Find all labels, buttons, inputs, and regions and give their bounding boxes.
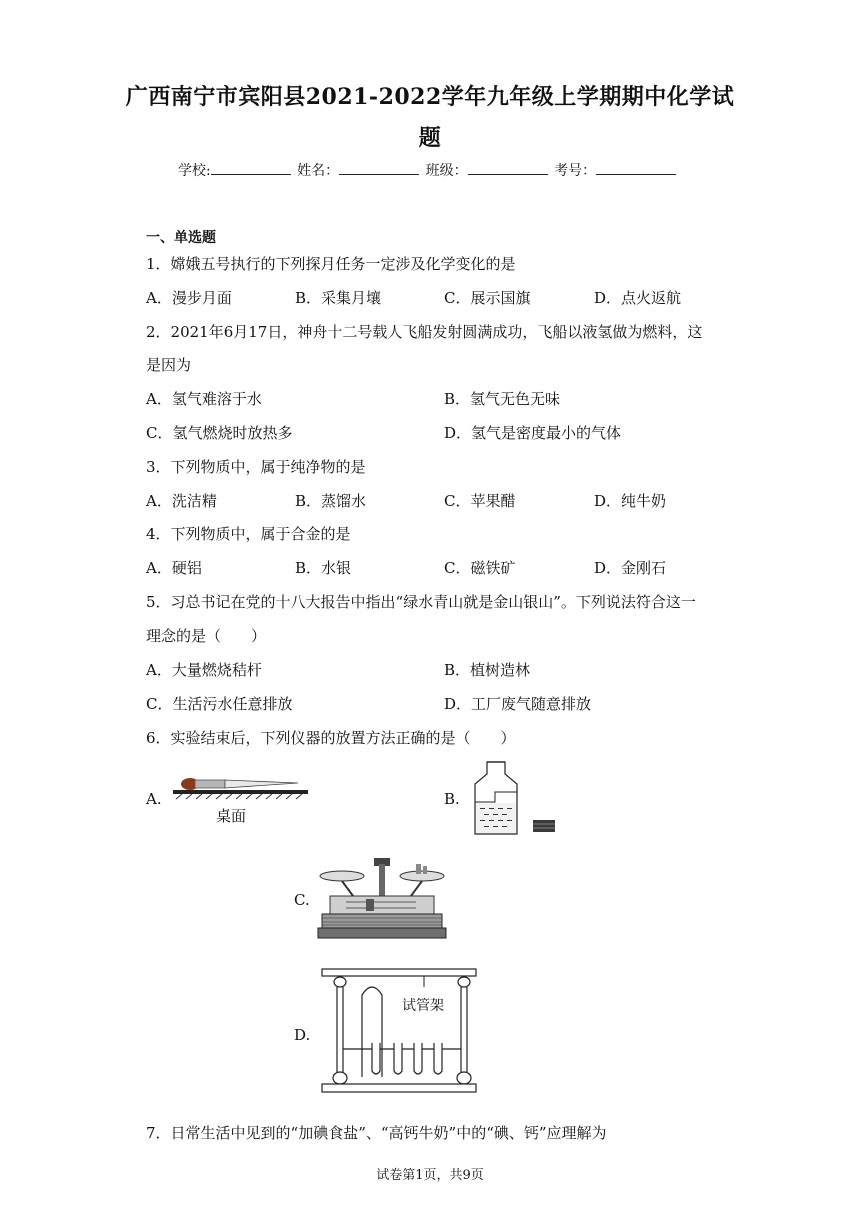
question-1-option-b: B．采集月壤 [295,289,382,307]
question-5-option-b: B．植树造林 [444,661,531,679]
question-1-option-d: D．点火返航 [594,289,682,307]
rack-left-post [333,977,347,1084]
balance-beam-box [330,896,434,914]
desk-label: 桌面 [216,807,247,825]
desk-surface [173,790,308,794]
question-5-option-a: A．大量燃烧秸杆 [146,661,262,679]
balance-left-pan [320,871,364,881]
question-2-stem-line1: 2．2021年6月17日，神舟十二号载人飞船发射圆满成功，飞船以液氢做为燃料，这 [146,323,703,341]
bottle-stopper [533,820,555,832]
exam-title-line2: 题 [418,125,442,151]
school-label: 学校: [178,163,211,179]
question-4-option-a: A．硬铝 [146,559,202,577]
dropper-collar [195,780,225,788]
question-5-option-c: C．生活污水任意排放 [146,695,293,713]
question-5-stem-line2: 理念的是（ ） [146,627,267,645]
question-4-option-d: D．金刚石 [594,559,667,577]
question-1-option-c: C．展示国旗 [444,289,531,307]
question-2-stem-line2: 是因为 [146,356,192,374]
student-info-row [178,160,678,180]
desk-hatching [176,794,302,799]
question-1-option-a: A．漫步月面 [146,289,232,307]
question-3-option-a: A．洗洁精 [146,492,217,510]
rack-top-bar [322,969,476,976]
question-6-option-d: D. [294,1026,311,1044]
section-heading: 一、单选题 [146,230,216,246]
question-3-option-c: C．苹果醋 [444,492,516,510]
question-4-option-c: C．磁铁矿 [444,559,516,577]
exam-title-line1: 广西南宁市宾阳县2021-2022学年九年级上学期期中化学试 [125,84,735,110]
question-3-stem: 3．下列物质中，属于纯净物的是 [146,458,366,476]
question-2-option-b: B．氢气无色无味 [444,390,561,408]
question-5-stem-line1: 5．习总书记在党的十八大报告中指出“绿水青山就是金山银山”。下列说法符合这一 [146,593,696,611]
class-label: 班级： [425,163,468,179]
dropper-on-desk-figure [168,770,313,830]
name-label: 姓名： [297,163,340,179]
rack-label: 试管架 [402,998,444,1014]
balance-base [322,914,442,928]
question-6-option-b: B. [444,790,460,808]
exam-no-blank [596,160,676,175]
question-6-option-a: A. [146,790,162,808]
exam-no-label: 考号： [554,163,597,179]
page-footer: 试卷第1页，共9页 [376,1168,484,1183]
question-1-stem: 1．嫦娥五号执行的下列探月任务一定涉及化学变化的是 [146,255,516,273]
test-tube-rack-figure [318,965,480,1099]
question-6-option-c: C. [294,891,310,909]
dropper-tube [225,780,298,788]
question-7-stem: 7．日常生活中见到的“加碘食盐”、“高钙牛奶”中的“碘、钙”应理解为 [146,1124,607,1142]
question-2-option-a: A．氢气难溶于水 [146,390,262,408]
question-4-option-b: B．水银 [295,559,352,577]
question-3-option-b: B．蒸馏水 [295,492,367,510]
reagent-bottle-figure [465,756,565,840]
question-5-option-d: D．工厂废气随意排放 [444,695,592,713]
name-blank [339,160,419,175]
rack-base [322,1084,476,1092]
question-3-option-d: D．纯牛奶 [594,492,667,510]
question-4-stem: 4．下列物质中，属于合金的是 [146,525,351,543]
rack-right-post [457,977,471,1084]
school-blank [211,160,291,175]
class-blank [468,160,548,175]
balance-right-pan [400,871,444,881]
question-2-option-d: D．氢气是密度最小的气体 [444,424,622,442]
bottle-liquid [476,803,516,833]
balance-figure [316,852,448,944]
question-2-option-c: C．氢气燃烧时放热多 [146,424,293,442]
question-6-stem: 6．实验结束后，下列仪器的放置方法正确的是（ ） [146,729,516,747]
